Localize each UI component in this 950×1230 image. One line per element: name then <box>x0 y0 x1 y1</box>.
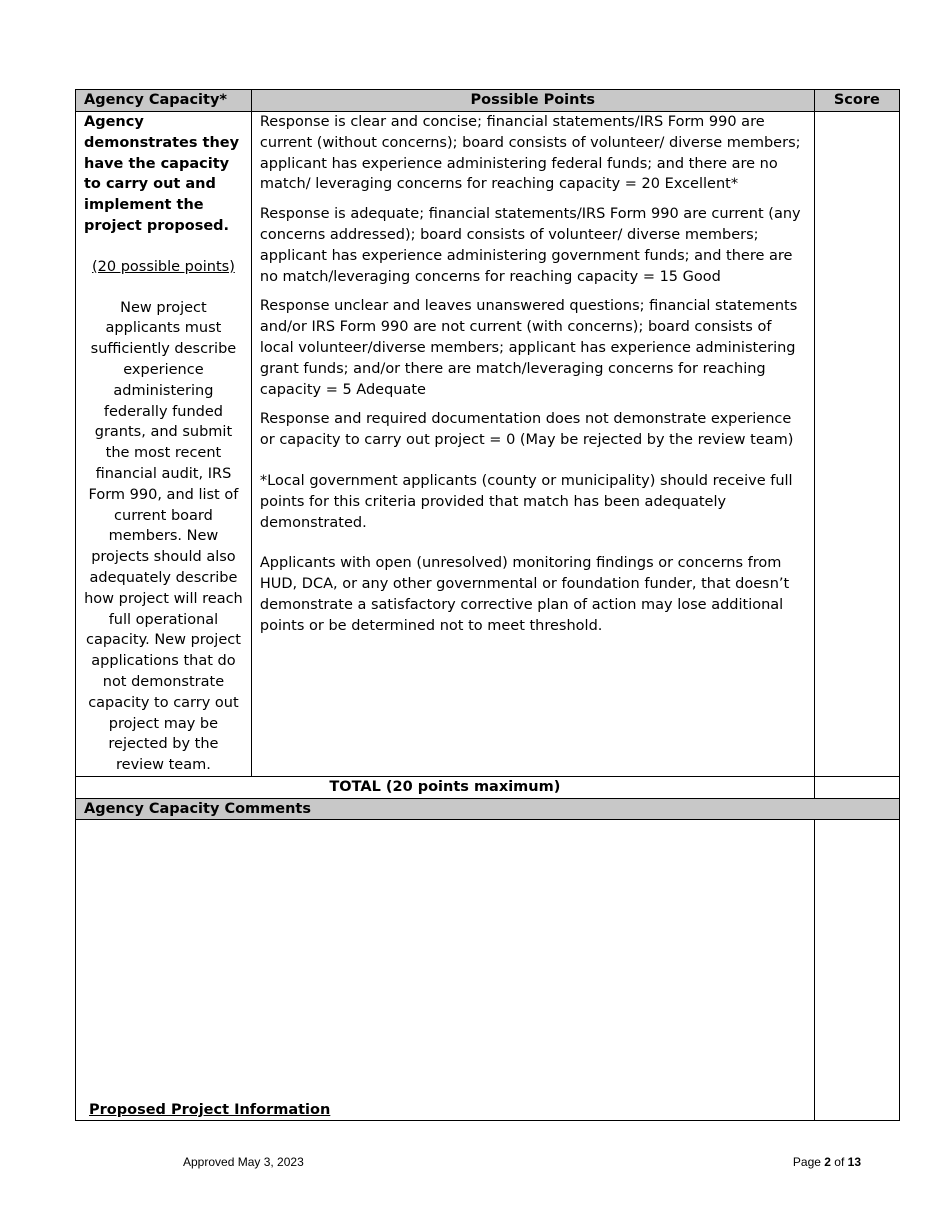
comments-row <box>76 819 900 1120</box>
criterion-row <box>76 112 900 777</box>
page-current: 2 <box>824 1155 831 1169</box>
comments-field[interactable] <box>76 819 815 1120</box>
score-cell[interactable] <box>814 112 899 777</box>
criterion-description: New project applicants must sufficiently describe experience administering federally funded grants, and submit the most recent financial audit, IRS Form 990, and list of current board members. New projects should also adequately describe how project will reach full operational capacity. New project applications that do not demonstrate capacity to carry out project may be rejected by the review team. <box>84 299 243 774</box>
criterion-points-label: (20 possible points) <box>91 258 235 275</box>
total-score-cell[interactable] <box>814 776 899 798</box>
header-possible-points: Possible Points <box>251 90 814 112</box>
level-good: Response is adequate; financial statements/IRS Form 990 are current (any concerns addressed); board consists of volunteer/ diverse members; applicant has experience administering government funds; and there are no match/leveraging concerns for reaching capacity = 15 Good <box>259 206 801 285</box>
table-header-row <box>76 90 900 112</box>
section-heading: Proposed Project Information <box>89 1102 331 1118</box>
footer-approved: Approved May 3, 2023 <box>183 1155 304 1169</box>
comments-header-row <box>76 798 900 819</box>
scoring-sheet <box>75 89 900 1121</box>
header-agency-capacity: Agency Capacity* <box>76 90 252 112</box>
agency-capacity-table <box>75 89 900 1121</box>
level-zero: Response and required documentation does not demonstrate experience or capacity to carry out project = 0 (May be rejected by the review team) <box>259 411 794 449</box>
header-score: Score <box>814 90 899 112</box>
level-excellent: Response is clear and concise; financial statements/IRS Form 990 are current (without concerns); board consists of volunteer/ diverse members; applicant has experience administering federal funds; and there are no match/ leveraging concerns for reaching capacity = 20 Excellent* <box>259 114 801 193</box>
comments-side-cell <box>814 819 899 1120</box>
level-adequate: Response unclear and leaves unanswered questions; financial statements and/or IRS Form 990 are not current (with concerns); board consists of local volunteer/diverse members; applicant has experience administering grant funds; and/or there are match/leveraging concerns for reaching capacity = 5 Adequate <box>259 298 798 398</box>
comments-label: Agency Capacity Comments <box>76 798 900 819</box>
criterion-title: Agency demonstrates they have the capacity to carry out and implement the project proposed. <box>84 114 240 234</box>
criterion-cell <box>76 112 252 777</box>
note-monitoring-findings: Applicants with open (unresolved) monitoring findings or concerns from HUD, DCA, or any other governmental or foundation funder, that doesn’t demonstrate a satisfactory corrective plan of action may lose additional points or be determined not to meet threshold. <box>259 555 790 634</box>
page-total: 13 <box>847 1155 861 1169</box>
note-local-government: *Local government applicants (county or municipality) should receive full points for this criteria provided that match has been adequately demonstrated. <box>259 472 793 531</box>
total-row <box>76 776 900 798</box>
footer-page-number <box>793 1155 861 1169</box>
total-label: TOTAL (20 points maximum) <box>76 776 815 798</box>
page-of: of <box>830 1155 848 1169</box>
page-prefix: Page <box>792 1155 825 1169</box>
possible-points-cell <box>251 112 814 777</box>
